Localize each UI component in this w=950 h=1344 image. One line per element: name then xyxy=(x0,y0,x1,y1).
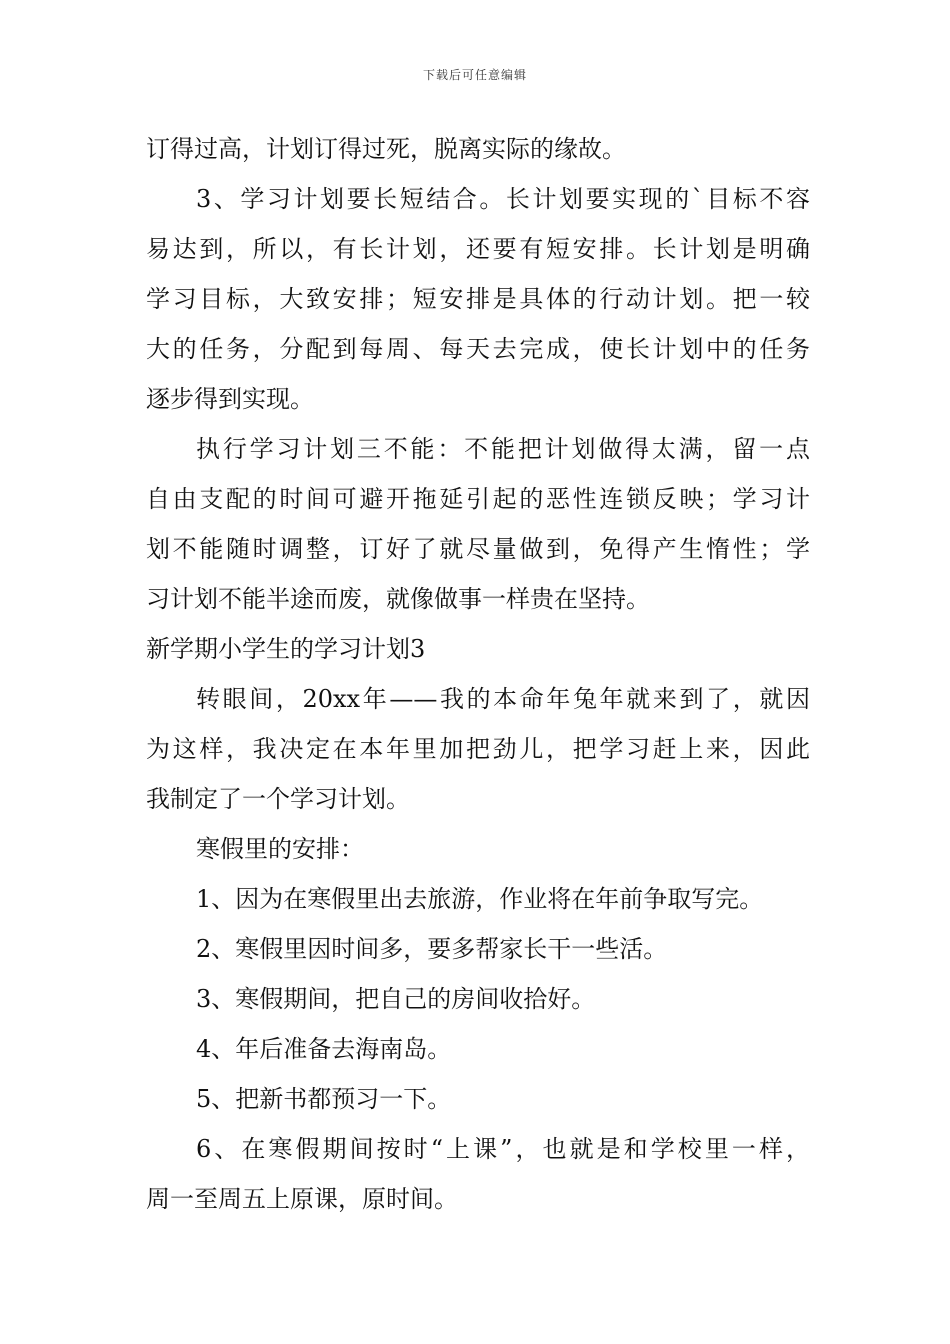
text-line: 大的任务，分配到每周、每天去完成，使长计划中的任务 xyxy=(146,335,810,363)
text-line: 易达到，所以，有长计划，还要有短安排。长计划是明确 xyxy=(146,235,810,263)
text-line: 我制定了一个学习计划。 xyxy=(146,785,410,813)
text-line: 执行学习计划三不能：不能把计划做得太满，留一点 xyxy=(196,435,810,463)
list-item: 4、年后准备去海南岛。 xyxy=(196,1035,452,1063)
list-item: 6、在寒假期间按时“上课”，也就是和学校里一样， xyxy=(196,1135,810,1163)
text-line: 周一至周五上原课，原时间。 xyxy=(146,1185,458,1213)
list-item: 2、寒假里因时间多，要多帮家长干一些活。 xyxy=(196,935,668,963)
text-line: 转眼间，20xx年——我的本命年兔年就来到了，就因 xyxy=(196,685,810,713)
text-line: 学习目标，大致安排；短安排是具体的行动计划。把一较 xyxy=(146,285,810,313)
header-note: 下载后可任意编辑 xyxy=(422,68,527,82)
text-line: 寒假里的安排： xyxy=(196,835,364,863)
text-line: 划不能随时调整，订好了就尽量做到，免得产生惰性；学 xyxy=(146,535,810,563)
text-line: 逐步得到实现。 xyxy=(146,385,314,413)
body-text xyxy=(146,124,810,1224)
list-item: 5、把新书都预习一下。 xyxy=(196,1085,452,1113)
section-heading: 新学期小学生的学习计划3 xyxy=(146,635,426,663)
list-item: 3、寒假期间，把自己的房间收拾好。 xyxy=(196,985,596,1013)
text-line: 为这样，我决定在本年里加把劲儿，把学习赶上来，因此 xyxy=(146,735,810,763)
text-line: 订得过高，计划订得过死，脱离实际的缘故。 xyxy=(146,135,626,163)
text-line: 3、学习计划要长短结合。长计划要实现的`目标不容 xyxy=(196,185,810,213)
text-line: 习计划不能半途而废，就像做事一样贵在坚持。 xyxy=(146,585,650,613)
text-line: 自由支配的时间可避开拖延引起的恶性连锁反映；学习计 xyxy=(146,485,810,513)
list-item: 1、因为在寒假里出去旅游，作业将在年前争取写完。 xyxy=(196,885,764,913)
